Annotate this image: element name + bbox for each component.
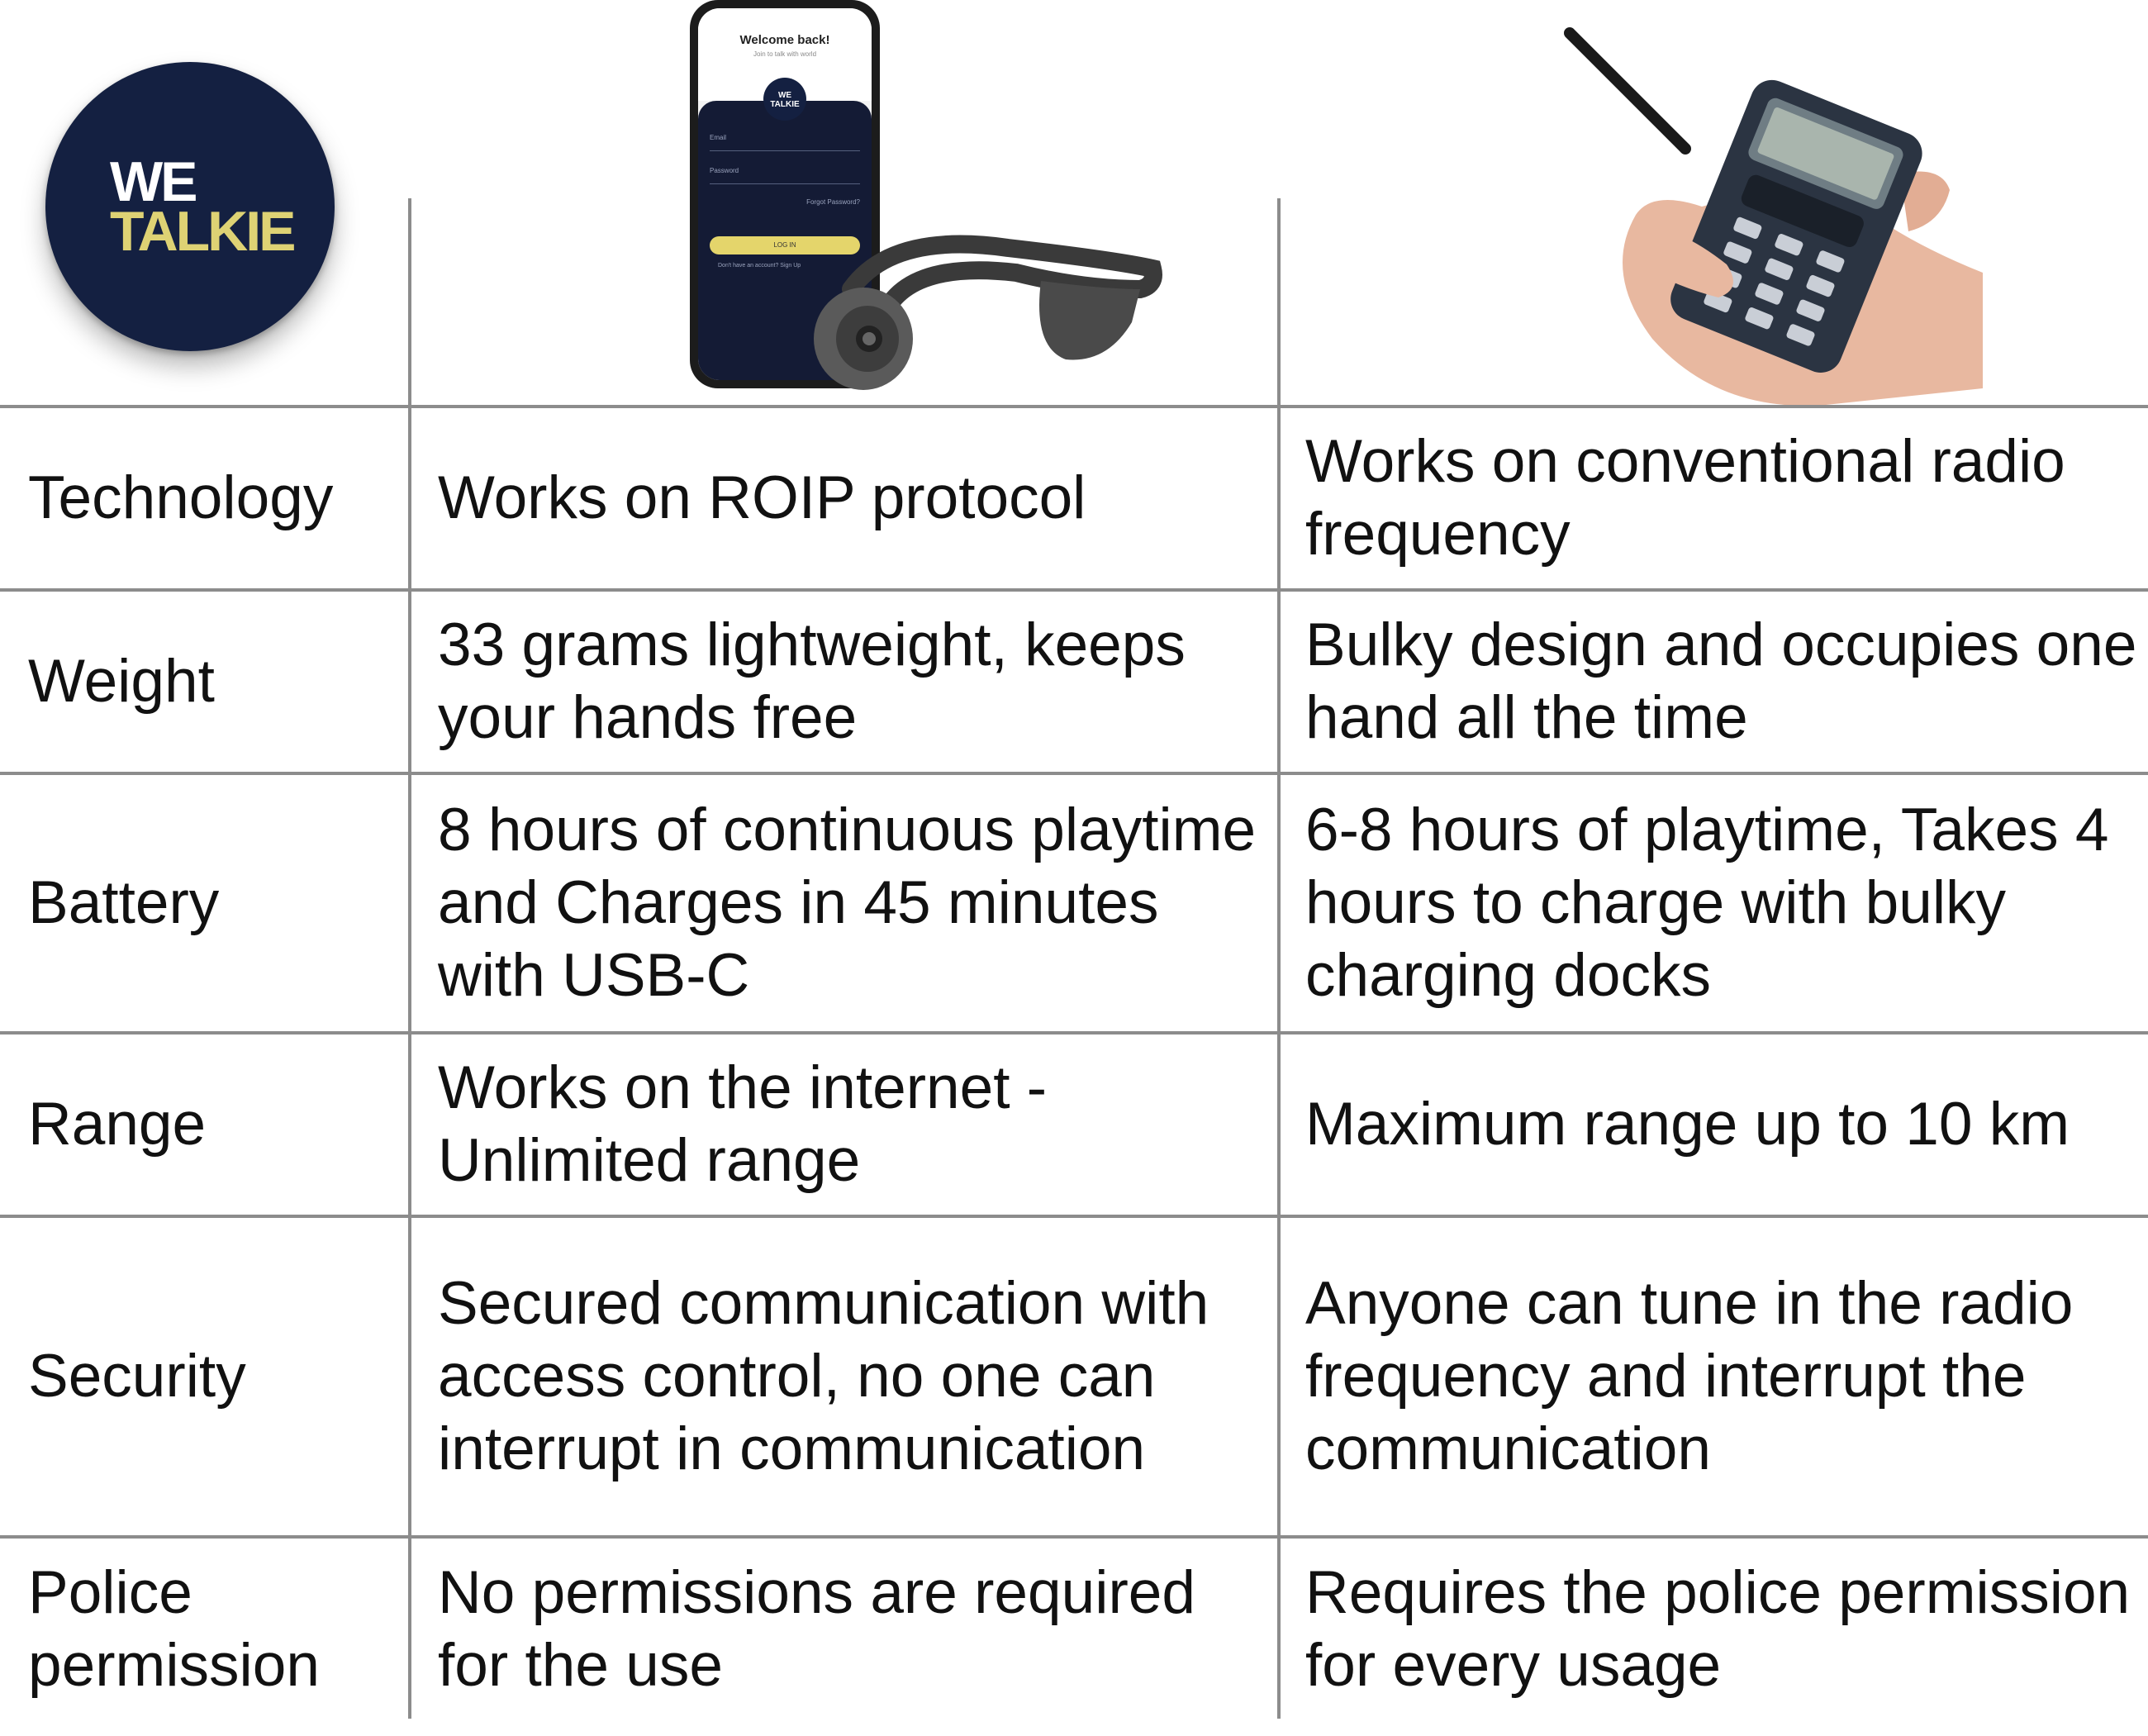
wetalkie-police-permission: No permissions are required for the use [438, 1559, 1195, 1699]
walkie-talkie-image [1553, 25, 1983, 405]
walkie-battery: 6-8 hours of playtime, Takes 4 hours to charge with bulky charging docks [1305, 797, 2109, 1009]
row-label-police-permission: Police permission [28, 1559, 320, 1699]
phone-password-label: Password [710, 167, 739, 174]
phone-welcome-text: Welcome back! [739, 33, 830, 47]
row-label-weight: Weight [28, 648, 215, 715]
phone-forgot-link: Forgot Password? [806, 198, 860, 206]
walkie-police-permission: Requires the police permission for every usage [1305, 1559, 2131, 1699]
row-label-range: Range [28, 1091, 207, 1158]
bone-conduction-headphone-image [793, 223, 1173, 397]
logo-badge [45, 62, 335, 351]
phone-email-label: Email [710, 134, 727, 141]
wetalkie-logo [33, 50, 355, 372]
wetalkie-range: Works on the internet - Unlimited range [438, 1054, 1048, 1194]
walkie-security: Anyone can tune in the radio frequency and interrupt the communication [1305, 1270, 2074, 1482]
walkie-technology: Works on conventional radio frequency [1305, 428, 2065, 568]
walkie-range: Maximum range up to 10 km [1305, 1091, 2070, 1158]
wetalkie-technology: Works on ROIP protocol [438, 464, 1086, 531]
phone-login-button: LOG IN [710, 236, 860, 254]
phone-subtitle: Join to talk with world [753, 50, 817, 58]
row-label-technology: Technology [28, 464, 334, 531]
wetalkie-battery: 8 hours of continuous playtime and Charges in 45 minutes with USB-C [438, 797, 1257, 1009]
wetalkie-security: Secured communication with access control, no one can interrupt in communication [438, 1270, 1209, 1482]
phone-logo-talkie: TALKIE [770, 100, 800, 109]
row-label-battery: Battery [28, 869, 220, 936]
phone-signup-text: Don't have an account? Sign Up [718, 263, 801, 269]
walkie-weight: Bulky design and occupies one hand all the time [1305, 611, 2137, 751]
phone-mini-logo [763, 78, 806, 121]
logo-text-talkie: TALKIE [110, 200, 294, 263]
logo-text-we: WE [110, 150, 196, 213]
row-label-security: Security [28, 1343, 246, 1410]
phone-password-field [710, 183, 860, 184]
wetalkie-weight: 33 grams lightweight, keeps your hands free [438, 611, 1186, 751]
column-divider-1 [408, 198, 411, 1719]
phone-email-field [710, 150, 860, 151]
column-divider-2 [1277, 198, 1281, 1719]
phone-logo-we: WE [777, 91, 792, 100]
